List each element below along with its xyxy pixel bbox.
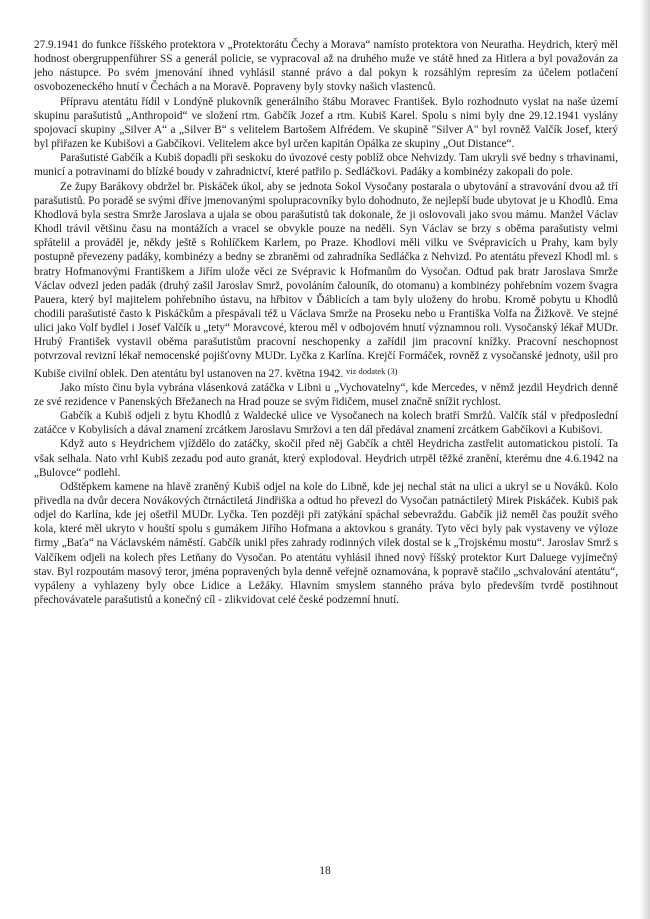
- paragraph-4-text: Ze župy Barákovy obdržel br. Piskáček úkol, aby se jednota Sokol Vysočany postarala o ubytování a stravování dvou až tří parašutistů. Po poradě se svými dříve jmenovanými spolupracovníky bylo dohodnuto, že nejlepší bude ubytovat je u Khodlů. Ema Khodlová byla sestra Smrže Jaroslava a ujala se obou parašutistů tak dokonale, že ji oslovovali jako svou mámu. Manžel Václav Khodl trávil většinu času na montážích a vracel se obvykle pouze na neděli. Syn Václav se brzy s oběma parašutisty velmi spřátelil a prováděl je, někdy ještě s Rohlíčkem Karlem, po Praze. Khodlovi měli vilku ve Svépravicích u Prahy, kam byly postupně převezeny padáky, kombinézy a bedny se zbraněmi od zahradníka Sedláčka z Nehvizd. Po atentátu převezl Khodl ml. s bratry Hofmanovými Františkem a Jiřím ulože věci ze Svépravic k Hofmanům do Vysočan. Odtud pak bratr Jaroslava Smrže Václav odvezl jeden padák (druhý zašil Jaroslav Smrž, povoláním čalouník, do otomanu) a kombinézy pohřebním vozem švagra Pauera, který byl majitelem pohřebního ústavu, na hřbitov v Ďáblicích a tam byly uloženy do hrobu. Kromě pobytu u Khodlů chodili parašutisté často k Piskáčkům a přespávali též u Václava Smrže na Proseku nebo u Františka Volfa na Žižkově. Ve stejné ulici jako Volf bydlel i Josef Valčík u „tety“ Moravcové, kterou měl v odbojovém hnutí významnou roli. Vysočanský lékař MUDr. Hrubý František vystavil oběma parašutistům pracovní neschopenky a zařídil jim pracovní knížky. Pracovní neschopnost potvrzoval revizní lékař nemocenské pojišťovny MUDr. Lyčka z Karlína. Krejčí Formáček, rovněž z vysočanské jednoty, ušil pro Kubiše civilní oblek. Den atentátu byl ustanoven na 27. května 1942.: [34, 180, 618, 380]
- paragraph-5: Jako místo činu byla vybrána vlásenková zatáčka v Libni u „Vychovatelny“, kde Mercedes, v němž jezdil Heydrich denně ze své rezidence v Panenských Břežanech na Hrad pouze se svým řidičem, musel značně snížit rychlost.: [34, 381, 618, 408]
- paragraph-7: Když auto s Heydrichem vjíždělo do zatáčky, skočil před něj Gabčík a chtěl Heydricha zastřelit automatickou pistolí. Ta však selhala. Nato vrhl Kubiš zezadu pod auto granát, který explodoval. Heydrich utrpěl těžké zranění, kterému dne 4.6.1942 na „Bulovce“ podlehl.: [34, 438, 618, 479]
- paragraph-1: 27.9.1941 do funkce říšského protektora v „Protektorátu Čechy a Morava“ namísto protektora von Neuratha. Heydrich, který měl hodnost obergruppenführer SS a generál policie, se vypracoval až na druhého muže ve státě hned za Hitlera a byl považován za jeho nástupce. Po svém jmenování ihned vyhlásil stanné právo a dal pokyn k rozsáhlým represím za účelem potlačení osvobozeneckého hnutí v Čechách a na Moravě. Popraveny byly stovky našich vlastenců.: [34, 39, 618, 94]
- footnote-reference: viz dodatek (3): [345, 365, 398, 376]
- paragraph-3: Parašutisté Gabčík a Kubiš dopadli při seskoku do úvozové cesty poblíž obce Nehvizdy. Tam ukryli své bedny s trhavinami, municí a potravinami do blízké boudy v zahradnictví, které patřilo p. Sedláčkovi. Padáky a kombinézy zakopali do pole.: [34, 152, 618, 179]
- document-body: [34, 38, 618, 607]
- page-edge-shadow: [640, 0, 650, 919]
- page-number: 18: [319, 865, 331, 877]
- paragraph-2: Přípravu atentátu řídil v Londýně plukovník generálního štábu Moravec František. Bylo rozhodnuto vyslat na naše území skupinu parašutistů „Anthropoid“ ve složení rtm. Gabčík Jozef a rtm. Kubiš Karel. Spolu s nimi byly dne 29.12.1941 vyslány spojovací skupiny „Silver A“ a „Silver B“ s velitelem Bartošem Alfrédem. Ve skupině "Silver A" byl rovněž Valčík Josef, který byl přiřazen ke Kubišovi a Gabčíkovi. Velitelem akce byl určen kapitán Opálka ze skupiny „Out Distance“.: [34, 95, 618, 151]
- paragraph-4: [34, 180, 618, 381]
- paragraph-8: Odštěpkem kamene na hlavě zraněný Kubiš odjel na kole do Libně, kde jej nechal stát na ulici a ukryl se u Nováků. Kolo přivedla na dvůr decera Novákových čtrnáctiletá Jindřiška a odtud ho převezl do Vysočan patnáctiletý Mirek Piskáček. Kubiš pak odjel do Karlína, kde jej ošetřil MUDr. Lyčka. Ten později při zatýkání spáchal sebevraždu. Gabčík již neměl čas použít svého kola, které měl ukryto v houští spolu s gumákem Jiřího Hofmana a aktovkou s granáty. Tyto věci byly pak vystaveny ve výloze firmy „Baťa“ na Václavském náměstí. Gabčík unikl přes zahrady rodinných vilek dostal se k „Trojskému mostu“. Jaroslav Smrž s Valčíkem odjeli na kolech přes Letňany do Vysočan. Po atentátu vyhlásil ihned nový říšský protektor Kurt Daluege vyjímečný stav. Byl rozpoutám masový teror, jména popravených byla denně veřejně oznamována, k popravě stačilo „schvalování atentátu“, vypáleny a vyhlazeny byly obce Lidice a Ležáky. Hlavním smyslem stanného práva bylo především tvrdě postihnout přechovávatele parašutistů a konečný cíl - zlikvidovat celé české podzemní hnutí.: [34, 480, 618, 607]
- paragraph-6: Gabčík a Kubiš odjeli z bytu Khodlů z Waldecké ulice ve Vysočanech na kolech bratří Smržů. Valčík stál v předposlední zatáčce v Kobylisích a dával znamení zrcátkem Jaroslavu Smržovi a ten dál předával znamení zrcátkem Gabčíkovi a Kubišovi.: [34, 410, 618, 437]
